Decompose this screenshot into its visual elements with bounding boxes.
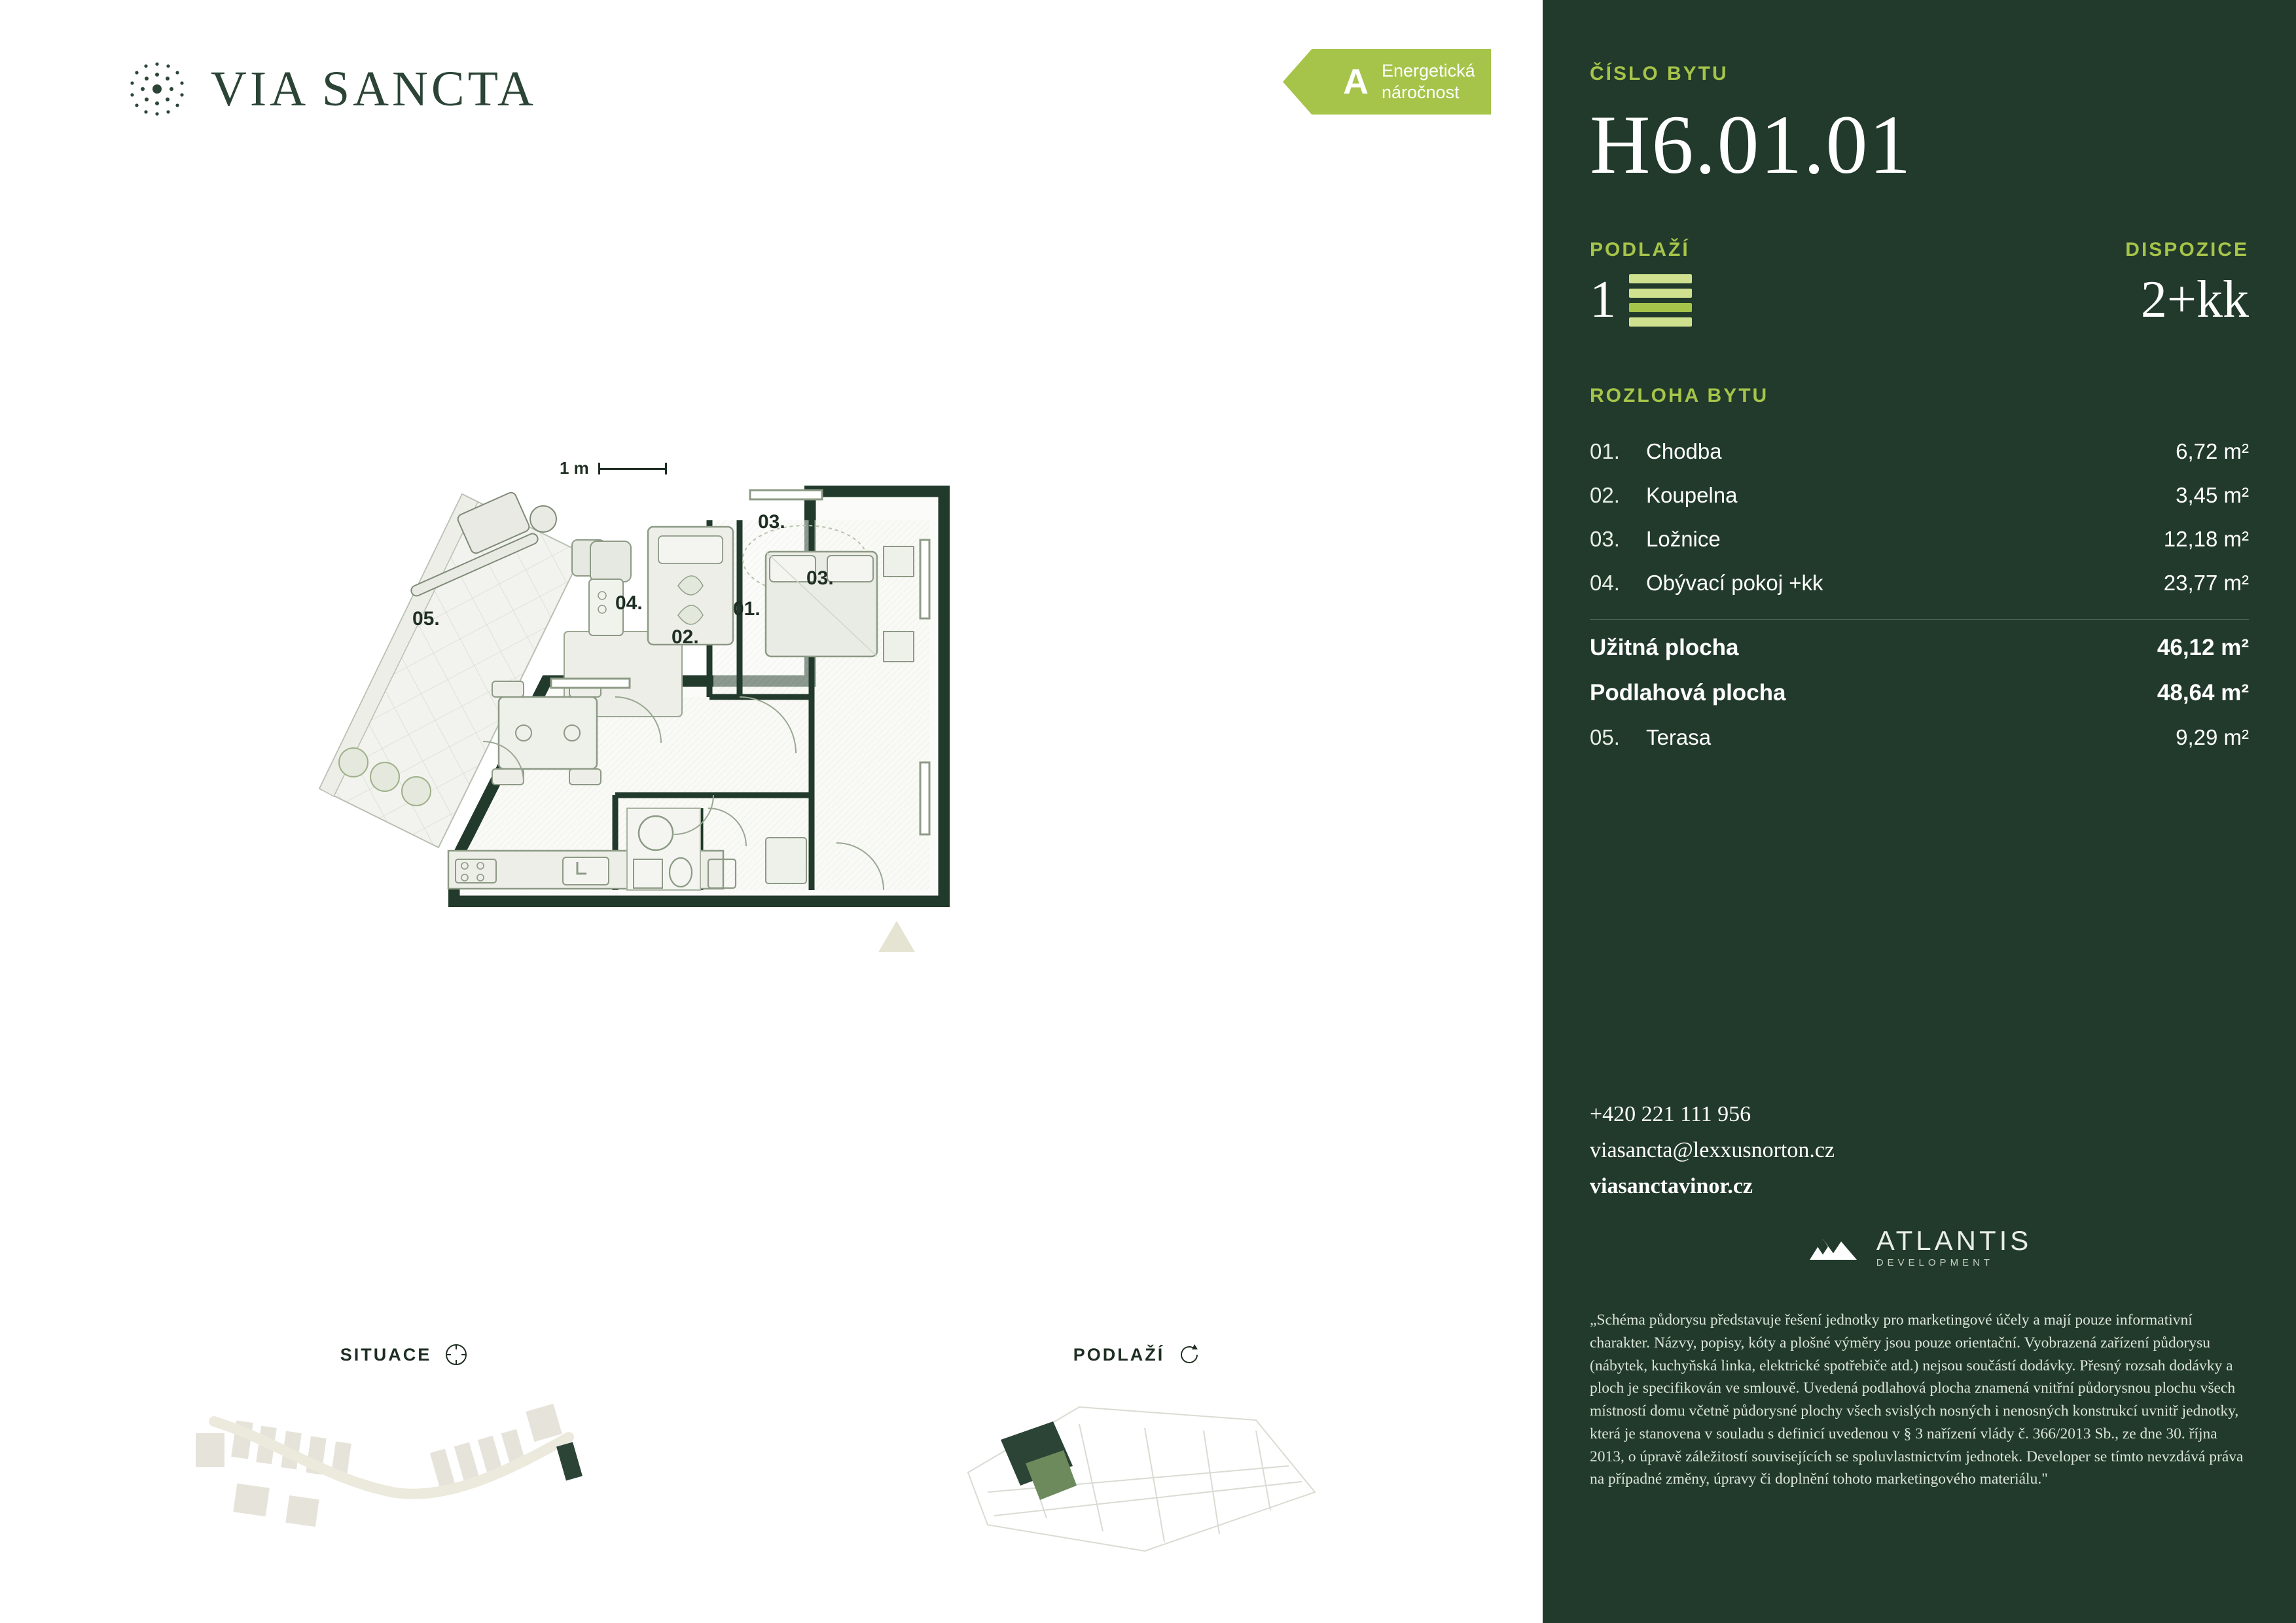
scale-line-icon — [598, 463, 667, 474]
room-label-03: 03. — [758, 511, 785, 533]
total-name: Užitná plocha — [1590, 635, 1739, 660]
table-row — [1590, 517, 2249, 561]
developer-subtitle: DEVELOPMENT — [1876, 1257, 1994, 1268]
row-value: 3,45 m² — [2176, 483, 2249, 507]
unit-number-value: H6.01.01 — [1590, 98, 1912, 191]
energy-letter: A — [1343, 49, 1372, 115]
floor-label: PODLAŽÍ — [1590, 239, 1690, 260]
total-row — [1590, 670, 2249, 715]
floor-value-row — [1590, 270, 1920, 330]
terrace-number: 05. — [1590, 725, 1620, 749]
row-value: 23,77 m² — [2163, 571, 2249, 595]
room-label-01: 01. — [733, 598, 761, 620]
table-row — [1590, 429, 2249, 473]
developer-name: ATLANTIS — [1876, 1225, 2032, 1256]
floor-header — [909, 1342, 1367, 1368]
compass-north-icon — [443, 1342, 469, 1368]
room-label-04: 04. — [615, 592, 643, 614]
row-number: 04. — [1590, 571, 1620, 595]
terrace-value: 9,29 m² — [2176, 725, 2249, 749]
situation-title: SITUACE — [340, 1344, 432, 1364]
developer-text — [1876, 1227, 2032, 1268]
contact-web[interactable]: viasanctavinor.cz — [1590, 1174, 1753, 1199]
room-label-05: 05. — [412, 608, 440, 630]
contact-phone[interactable]: +420 221 111 956 — [1590, 1102, 1751, 1126]
floor-stack-icon — [1629, 274, 1692, 327]
disclaimer-text: „Schéma půdorysu představuje řešení jednotky pro marketingové účely a mají pouze informativní charakter. Názvy, popisy, kóty a plošné výměry jsou pouze orientační. Vyobrazená zařízení půdorysu (nábytek, kuchyňská linka, elektrické spotřebiče atd.) nejsou součástí dodávky. Přesný rozsah dodávky a ploch je specifikován ve smlouvě. Uvedená podlahová plocha znamená vnitřní půdorysnou plochu všech místností domu včetně půdorysné plochy všech svislých nosných i nenosných konstrukcí uvnitř jednotky, která je stanovena v souladu s definicí uvedenou v § 3 nařízení vlády č. 366/2013 Sb., ze dne 30. října 2013, o úpravě záležitostí souvisejících se spoluvlastnictvím jednotek. Developer se tímto nevzdává práva na případné změny, úpravy či doplnění tohoto marketingového materiálu." — [1590, 1311, 2244, 1488]
total-value: 46,12 m² — [2157, 635, 2249, 660]
rotate-orientation-icon — [1176, 1342, 1202, 1368]
entry-arrow-icon — [878, 921, 915, 952]
row-name: Obývací pokoj +kk — [1646, 571, 1823, 595]
terrace-name: Terasa — [1646, 725, 1712, 749]
layout-value: 2+kk — [2140, 271, 2249, 329]
row-name: Ložnice — [1646, 527, 1721, 551]
energy-arrow-icon — [1283, 49, 1343, 115]
situation-map — [176, 1387, 634, 1558]
layout-block — [1920, 239, 2250, 330]
row-number: 03. — [1590, 527, 1620, 551]
situation-header — [176, 1342, 634, 1368]
info-panel — [1543, 0, 2296, 1623]
floor-plan — [308, 481, 1224, 1070]
table-row — [1590, 561, 2249, 605]
floor-block — [1590, 239, 1920, 330]
mountain-logo-icon — [1807, 1228, 1863, 1267]
contact-block — [1590, 1096, 1835, 1204]
area-table — [1590, 385, 2249, 759]
row-value: 6,72 m² — [2176, 439, 2249, 463]
floor-thumb — [909, 1342, 1367, 1561]
floor-value: 1 — [1590, 271, 1616, 329]
area-table-title: ROZLOHA BYTU — [1590, 385, 1769, 406]
developer-logo — [1543, 1227, 2296, 1268]
circular-dotted-logo-icon — [122, 54, 192, 124]
scale-bar — [560, 458, 667, 478]
brand-logo — [122, 54, 537, 124]
energy-caption-line2: náročnost — [1382, 82, 1460, 102]
room-label-03-main: 03. — [806, 567, 834, 589]
room-label-02: 02. — [672, 626, 699, 648]
floor-thumb-title: PODLAŽÍ — [1073, 1344, 1165, 1364]
table-row — [1590, 473, 2249, 517]
table-divider — [1590, 619, 2249, 620]
row-name: Chodba — [1646, 439, 1722, 463]
row-number: 02. — [1590, 483, 1620, 507]
total-name: Podlahová plocha — [1590, 680, 1786, 705]
energy-caption-line1: Energetická — [1382, 61, 1475, 81]
floor-key-plan — [909, 1387, 1367, 1558]
bottom-thumbnails — [0, 1342, 1543, 1561]
contact-email[interactable]: viasancta@lexxusnorton.cz — [1590, 1138, 1835, 1163]
total-value: 48,64 m² — [2157, 680, 2249, 705]
energy-caption — [1372, 49, 1491, 115]
row-value: 12,18 m² — [2163, 527, 2249, 551]
situation-thumb — [176, 1342, 634, 1561]
total-row — [1590, 625, 2249, 670]
scale-label: 1 m — [560, 458, 589, 478]
floor-layout-row — [1590, 239, 2249, 330]
terrace-row — [1590, 715, 2249, 759]
row-number: 01. — [1590, 439, 1620, 463]
brand-name: VIA SANCTA — [211, 61, 537, 116]
row-name: Koupelna — [1646, 483, 1738, 507]
unit-number-label: ČÍSLO BYTU — [1590, 63, 1729, 84]
energy-rating-badge — [1283, 49, 1491, 115]
layout-label: DISPOZICE — [2125, 239, 2249, 260]
